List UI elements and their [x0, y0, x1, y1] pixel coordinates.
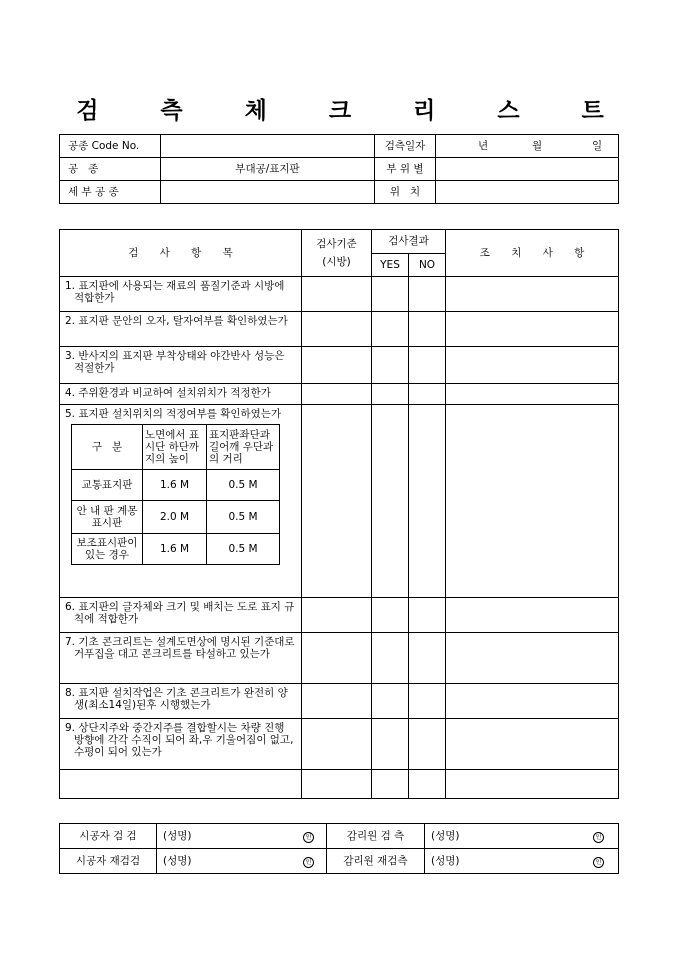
col-standard-header: [302, 230, 372, 277]
item-7-yes[interactable]: [372, 633, 409, 684]
header-row-code: [60, 135, 619, 158]
item-3-standard[interactable]: [302, 347, 372, 384]
checklist-row: [60, 598, 619, 633]
checklist-row: [60, 347, 619, 384]
item-5-action[interactable]: [446, 405, 619, 598]
spec-name: 안 내 판 계몽표시판: [72, 501, 143, 534]
spec-height: 1.6 M: [143, 470, 207, 501]
item-8-standard[interactable]: [302, 684, 372, 719]
item-extra-yes[interactable]: [372, 770, 409, 799]
contractor-check-sign[interactable]: [157, 824, 327, 849]
detail-value[interactable]: [161, 181, 375, 204]
item-6-action[interactable]: [446, 598, 619, 633]
col-no-header: NO: [409, 253, 446, 277]
col-result-header: 검사결과: [372, 230, 446, 254]
item-6-yes[interactable]: [372, 598, 409, 633]
signature-row-1: [60, 824, 619, 849]
date-month-unit: 월: [532, 140, 543, 152]
item-9-action[interactable]: [446, 719, 619, 770]
supervisor-recheck-label: 감리원 재검측: [327, 849, 425, 874]
item-6-standard[interactable]: [302, 598, 372, 633]
checklist-row-empty: [60, 770, 619, 799]
item-5: [60, 405, 302, 598]
item-7-action[interactable]: [446, 633, 619, 684]
item-1-yes[interactable]: [372, 277, 409, 312]
item-1-standard[interactable]: [302, 277, 372, 312]
item-4-standard[interactable]: [302, 384, 372, 405]
checklist-row: [60, 405, 619, 598]
spec-header-height: 노면에서 표시단 하단까지의 높이: [143, 425, 207, 470]
position-label: 위 치: [375, 181, 436, 204]
checklist-row: [60, 277, 619, 312]
item-5-text: 5. 표지판 설치위치의 적정여부를 확인하였는가: [65, 408, 282, 420]
item-5-yes[interactable]: [372, 405, 409, 598]
col-standard-line1: 검사기준: [316, 238, 357, 250]
item-7: 7. 기초 콘크리트는 설계도면상에 명시된 기준대로 거푸집을 대고 콘크리트를 타설하고 있는가: [60, 633, 302, 684]
item-1-action[interactable]: [446, 277, 619, 312]
item-5-no[interactable]: [409, 405, 446, 598]
item-5-standard[interactable]: [302, 405, 372, 598]
item-9-standard[interactable]: [302, 719, 372, 770]
item-2-standard[interactable]: [302, 312, 372, 347]
item-9-yes[interactable]: [372, 719, 409, 770]
spec-distance: 0.5 M: [207, 501, 280, 534]
signature-row-2: [60, 849, 619, 874]
spec-header-row: [72, 425, 280, 470]
seal-icon: 인: [593, 857, 604, 868]
item-9: 9. 상단지주와 중간지주를 결합할시는 차량 진행 방향에 각각 수직이 되어 좌,우 기울어짐이 없고, 수평이 되어 있는가: [60, 719, 302, 770]
spec-row: [72, 470, 280, 501]
spec-header-category: 구 분: [72, 425, 143, 470]
date-value[interactable]: [436, 135, 619, 158]
item-4-action[interactable]: [446, 384, 619, 405]
header-row-detail: [60, 181, 619, 204]
col-item-header: 검 사 항 목: [60, 230, 302, 277]
checklist-row: [60, 684, 619, 719]
date-label: 검측일자: [375, 135, 436, 158]
code-value[interactable]: [161, 135, 375, 158]
contractor-check-label: 시공자 검 검: [60, 824, 157, 849]
item-7-no[interactable]: [409, 633, 446, 684]
item-8: 8. 표지판 설치작업은 기초 콘크리트가 완전히 양생(최소14일)된후 시행했는가: [60, 684, 302, 719]
spec-distance: 0.5 M: [207, 470, 280, 501]
contractor-recheck-sign[interactable]: [157, 849, 327, 874]
col-standard-line2: (시방): [322, 256, 351, 268]
spec-name: 교통표지판: [72, 470, 143, 501]
checklist-row: [60, 384, 619, 405]
item-2-yes[interactable]: [372, 312, 409, 347]
checklist-row: [60, 312, 619, 347]
col-action-header: 조 치 사 항: [446, 230, 619, 277]
item-4-no[interactable]: [409, 384, 446, 405]
item-9-no[interactable]: [409, 719, 446, 770]
item-3-action[interactable]: [446, 347, 619, 384]
item-8-action[interactable]: [446, 684, 619, 719]
spec-height: 2.0 M: [143, 501, 207, 534]
contractor-check-name: (성명): [163, 829, 192, 842]
item-extra-no[interactable]: [409, 770, 446, 799]
spec-row: [72, 534, 280, 565]
document-title: 검 측 체 크 리 스 트: [76, 97, 631, 124]
item-extra-standard[interactable]: [302, 770, 372, 799]
item-6: 6. 표지판의 글자체와 크기 및 배치는 도로 표지 규칙에 적합한가: [60, 598, 302, 633]
work-value[interactable]: 부대공/표지판: [161, 158, 375, 181]
spec-header-distance: 표지판좌단과 길어깨 우단과의 거리: [207, 425, 280, 470]
seal-icon: 인: [303, 857, 314, 868]
checklist-row: [60, 633, 619, 684]
supervisor-check-sign[interactable]: [425, 824, 619, 849]
supervisor-recheck-sign[interactable]: [425, 849, 619, 874]
contractor-recheck-label: 시공자 재검검: [60, 849, 157, 874]
item-extra-action[interactable]: [446, 770, 619, 799]
date-day-unit: 일: [592, 140, 603, 152]
work-label: 공 종: [60, 158, 161, 181]
item-3-no[interactable]: [409, 347, 446, 384]
contractor-recheck-name: (성명): [163, 854, 192, 867]
signature-table: [59, 823, 619, 874]
item-4-yes[interactable]: [372, 384, 409, 405]
spec-height: 1.6 M: [143, 534, 207, 565]
item-1-no[interactable]: [409, 277, 446, 312]
header-table: [59, 134, 619, 204]
col-yes-header: YES: [372, 253, 409, 277]
header-row-work: [60, 158, 619, 181]
supervisor-check-name: (성명): [431, 829, 460, 842]
seal-icon: 인: [593, 832, 604, 843]
item-7-standard[interactable]: [302, 633, 372, 684]
code-label: 공종 Code No.: [60, 135, 161, 158]
item-8-yes[interactable]: [372, 684, 409, 719]
location-label: 부 위 별: [375, 158, 436, 181]
item-3: 3. 반사지의 표지판 부착상태와 야간반사 성능은 적절한가: [60, 347, 302, 384]
spec-name: 보조표시판이 있는 경우: [72, 534, 143, 565]
spec-distance: 0.5 M: [207, 534, 280, 565]
checklist-row: [60, 719, 619, 770]
item-8-no[interactable]: [409, 684, 446, 719]
checklist-head-1: [60, 230, 619, 254]
date-year-unit: 년: [478, 140, 489, 152]
installation-spec-table: [71, 424, 280, 565]
spec-row: [72, 501, 280, 534]
location-value[interactable]: [436, 158, 619, 181]
item-2-action[interactable]: [446, 312, 619, 347]
seal-icon: 인: [303, 832, 314, 843]
item-3-yes[interactable]: [372, 347, 409, 384]
item-extra[interactable]: [60, 770, 302, 799]
checklist-table: [59, 229, 619, 799]
supervisor-recheck-name: (성명): [431, 854, 460, 867]
item-4: 4. 주위환경과 비교하여 설치위치가 적정한가: [60, 384, 302, 405]
item-1: 1. 표지판에 사용되는 재료의 품질기준과 시방에 적합한가: [60, 277, 302, 312]
detail-label: 세 부 공 종: [60, 181, 161, 204]
item-6-no[interactable]: [409, 598, 446, 633]
item-2-no[interactable]: [409, 312, 446, 347]
item-2: 2. 표지판 문안의 오자, 탈자여부를 확인하였는가: [60, 312, 302, 347]
supervisor-check-label: 감리원 검 측: [327, 824, 425, 849]
position-value[interactable]: [436, 181, 619, 204]
